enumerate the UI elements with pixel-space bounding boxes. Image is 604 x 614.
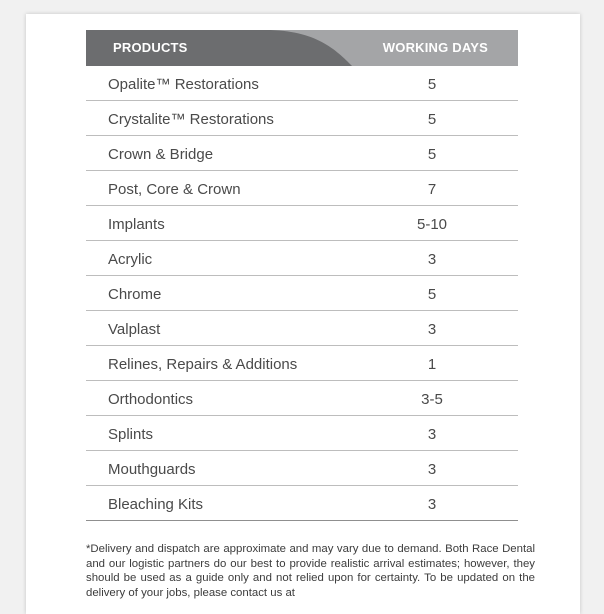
turnaround-table — [86, 30, 518, 521]
product-name: Splints — [108, 426, 154, 443]
product-name: Crystalite™ Restorations — [108, 111, 274, 128]
table-row — [86, 66, 518, 101]
working-days-value: 7 — [427, 181, 437, 198]
column-header-working-days: WORKING DAYS — [382, 40, 488, 55]
table-body — [86, 66, 518, 521]
table-header — [86, 30, 518, 66]
working-days-value: 5-10 — [416, 216, 448, 233]
table-row — [86, 206, 518, 241]
product-name: Valplast — [108, 321, 161, 338]
column-header-products: PRODUCTS — [113, 40, 188, 55]
table-row — [86, 451, 518, 486]
product-name: Bleaching Kits — [108, 496, 204, 513]
table-row — [86, 416, 518, 451]
product-name: Crown & Bridge — [108, 146, 214, 163]
table-row — [86, 346, 518, 381]
product-name: Relines, Repairs & Additions — [108, 356, 298, 373]
working-days-value: 3 — [427, 321, 437, 338]
product-name: Acrylic — [108, 251, 153, 268]
working-days-value: 5 — [427, 286, 437, 303]
working-days-value: 3 — [427, 426, 437, 443]
table-row — [86, 276, 518, 311]
product-name: Post, Core & Crown — [108, 181, 241, 198]
document-page — [26, 14, 580, 614]
table-row — [86, 311, 518, 346]
working-days-value: 3-5 — [421, 391, 443, 408]
product-name: Mouthguards — [108, 461, 196, 478]
working-days-value: 3 — [427, 496, 437, 513]
table-row — [86, 486, 518, 521]
table-row — [86, 171, 518, 206]
product-name: Opalite™ Restorations — [108, 76, 259, 93]
product-name: Orthodontics — [108, 391, 194, 408]
working-days-value: 5 — [427, 111, 437, 128]
delivery-disclaimer: *Delivery and dispatch are approximate and may vary due to demand. Both Race Dental and our logistic partners do our best to provide realistic arrival estimates; however, they should be used as a guide only and not relied upon for certainty. To be updated on the delivery of your jobs, please contact us at — [86, 543, 535, 599]
table-row — [86, 101, 518, 136]
table-row — [86, 136, 518, 171]
table-row — [86, 241, 518, 276]
working-days-value: 3 — [427, 251, 437, 268]
working-days-value: 1 — [427, 356, 437, 373]
working-days-value: 3 — [427, 461, 437, 478]
working-days-value: 5 — [427, 76, 437, 93]
product-name: Implants — [108, 216, 165, 233]
table-row — [86, 381, 518, 416]
product-name: Chrome — [108, 286, 162, 303]
working-days-value: 5 — [427, 146, 437, 163]
